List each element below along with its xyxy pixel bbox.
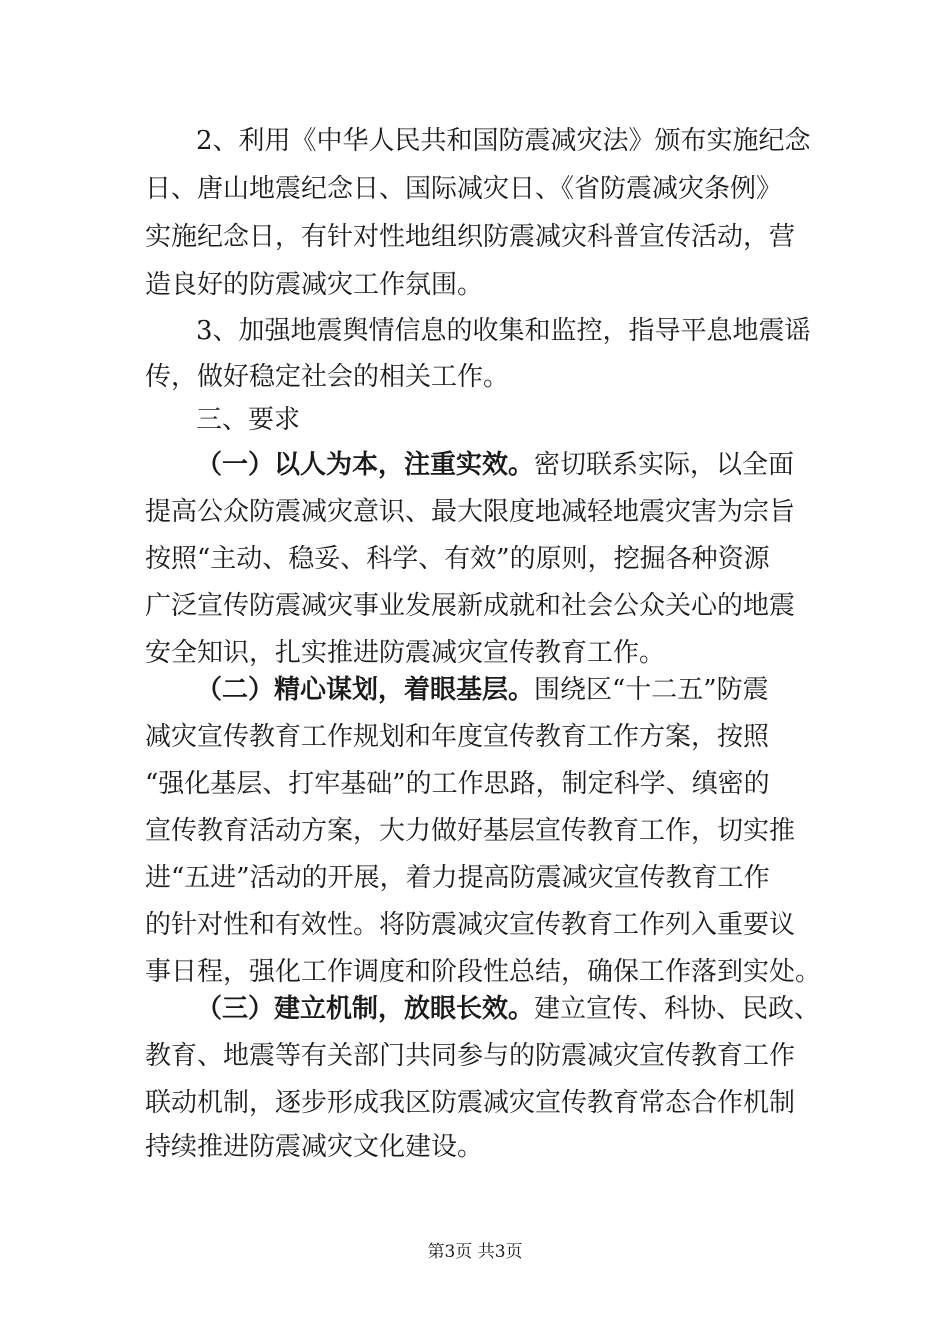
req-1-line-5: 安全知识，扎实推进防震减灾宣传教育工作。 [145,638,666,668]
paragraph-2-line-4: 造良好的防震减灾工作氛围。 [145,270,484,300]
req-1-line-4: 广泛宣传防震减灾事业发展新成就和社会公众关心的地震 [145,591,796,621]
req-2-line-6: 的针对性和有效性。将防震减灾宣传教育工作列入重要议 [145,910,796,940]
req-2-line-2: 减灾宣传教育工作规划和年度宣传教育工作方案，按照 [145,722,770,752]
req-2-line-5: 进“五进”活动的开展，着力提高防震减灾宣传教育工作 [145,863,770,893]
req-1-line-1 [196,447,836,483]
req-2-title: （二）精心谋划，着眼基层。 [196,675,535,705]
paragraph-3-line-2: 传，做好稳定社会的相关工作。 [145,362,510,392]
req-3-title: （三）建立机制，放眼长效。 [196,994,535,1024]
paragraph-3-line-1: 3、加强地震舆情信息的收集和监控，指导平息地震谣 [196,316,811,346]
req-2-line-4: 宣传教育活动方案，大力做好基层宣传教育工作，切实推 [145,816,796,846]
req-1-line-1-text: 密切联系实际，以全面 [534,450,795,480]
page-footer: 第3页 共3页 [427,1242,523,1262]
req-2-line-7: 事日程，强化工作调度和阶段性总结，确保工作落到实处。 [145,957,822,987]
req-1-line-2: 提高公众防震减灾意识、最大限度地减轻地震灾害为宗旨 [145,497,796,527]
paragraph-2-line-3: 实施纪念日，有针对性地组织防震减灾科普宣传活动，营 [145,222,796,252]
req-1-line-3: 按照“主动、稳妥、科学、有效”的原则，挖掘各种资源 [145,544,770,574]
req-2-line-1 [196,672,836,708]
section-heading: 三、要求 [196,405,301,435]
paragraph-2-line-2: 日、唐山地震纪念日、国际减灾日、《省防震减灾条例》 [145,174,783,204]
req-2-line-3: “强化基层、打牢基础”的工作思路，制定科学、缜密的 [145,769,770,799]
req-3-line-1-text: 建立宣传、科协、民政、 [534,994,821,1024]
req-2-line-1-text: 围绕区“十二五”防震 [534,675,769,705]
req-3-line-2: 教育、地震等有关部门共同参与的防震减灾宣传教育工作 [145,1041,796,1071]
req-3-line-4: 持续推进防震减灾文化建设。 [145,1132,484,1162]
req-1-title: （一）以人为本，注重实效。 [196,450,535,480]
req-3-line-3: 联动机制，逐步形成我区防震减灾宣传教育常态合作机制 [145,1088,796,1118]
req-3-line-1 [196,991,846,1027]
paragraph-2-line-1: 2、利用《中华人民共和国防震减灾法》颁布实施纪念 [196,126,811,156]
